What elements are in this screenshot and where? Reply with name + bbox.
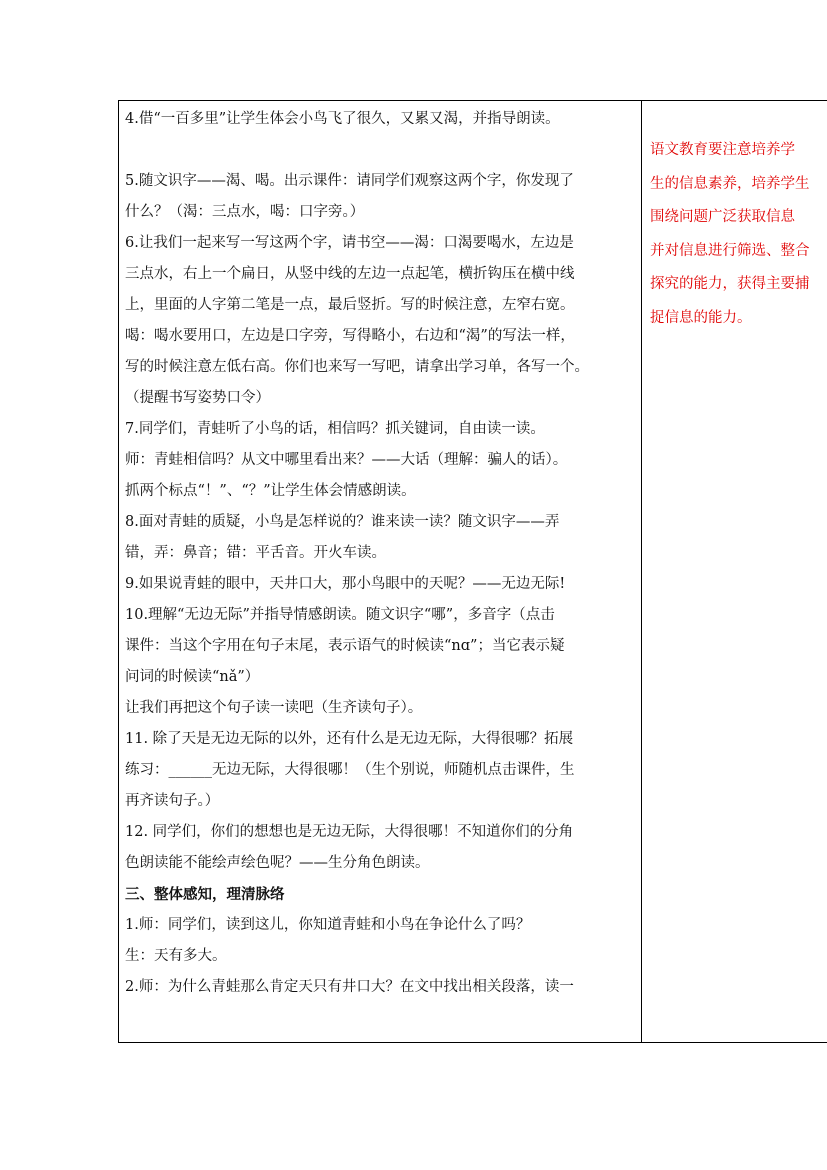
text-line: 什么？（渴：三点水，喝：口字旁。） [125,204,365,220]
text-line: 练习：______无边无际，大得很哪！（生个别说，师随机点击课件，生 [125,762,575,778]
annotation-line: 捉信息的能力。 [650,309,752,326]
text-line: 三点水，右上一个扁日，从竖中线的左边一点起笔，横折钩压在横中线 [125,266,575,282]
text-line: 问词的时候读“nǎ”） [125,669,260,685]
text-line: 写的时候注意左低右高。你们也来写一写吧，请拿出学习单，各写一个。 [125,359,589,375]
text-line: 6.让我们一起来写一写这两个字，请书空——渴：口渴要喝水，左边是 [125,235,574,251]
text-line: 师：青蛙相信吗？从文中哪里看出来？——大话（理解：骗人的话）。 [125,452,568,468]
annotation-line: 语文教育要注意培养学 [650,142,795,158]
blank-line [125,135,637,166]
annotation-line: 探究的能力，获得主要捕 [650,276,810,292]
text-line: 抓两个标点“！”、“？”让学生体会情感朗读。 [125,483,416,499]
text-line: 色朗读能不能绘声绘色呢？——生分角色朗读。 [125,855,430,871]
annotation-line: 生的信息素养，培养学生 [650,175,810,192]
annotation-line: 围绕问题广泛获取信息 [650,209,795,225]
text-line: 喝：喝水要用口，左边是口字旁，写得略小，右边和“渴”的写法一样， [125,328,575,344]
text-line: 让我们再把这个句子读一读吧（生齐读句子）。 [125,700,423,716]
text-line: 11. 除了天是无边无际的以外，还有什么是无边无际，大得很哪？拓展 [125,731,574,747]
text-line: 10.理解“无边无际”并指导情感朗读。随文识字“哪”，多音字（点击 [125,607,555,623]
text-line: 生：天有多大。 [125,948,227,964]
text-line: 9.如果说青蛙的眼中，天井口大，那小鸟眼中的天呢？——无边无际! [125,576,566,592]
column-divider [641,100,642,1043]
text-line: 2.师：为什么青蛙那么肯定天只有井口大？在文中找出相关段落，读一 [125,979,574,995]
text-line: 错，弄：鼻音；错：平舌音。开火车读。 [125,545,386,561]
design-intent-cell [650,134,827,335]
text-line: 1.师：同学们，读到这儿，你知道青蛙和小鸟在争论什么了吗？ [125,917,531,933]
text-line: 7.同学们，青蛙听了小鸟的话，相信吗？抓关键词，自由读一读。 [125,421,545,437]
text-line: 再齐读句子。） [125,793,220,809]
text-line: （提醒书写姿势口令） [125,390,270,406]
text-line: 5.随文识字——渴、喝。出示课件：请同学们观察这两个字，你发现了 [125,173,574,189]
text-line: 8.面对青蛙的质疑，小鸟是怎样说的？谁来读一读？随文识字——弄 [125,514,560,530]
text-line: 课件：当这个字用在句子末尾，表示语气的时候读“nɑ”；当它表示疑 [125,638,565,654]
text-line: 12. 同学们，你们的想想也是无边无际，大得很哪！不知道你们的分角 [125,824,574,840]
text-line: 4.借“一百多里”让学生体会小鸟飞了很久，又累又渴，并指导朗读。 [125,111,560,127]
text-line: 上，里面的人字第二笔是一点，最后竖折。写的时候注意，左窄右宽。 [125,297,575,313]
annotation-line: 并对信息进行筛选、整合 [650,242,810,259]
teaching-process-cell [125,104,637,1003]
text-line: 三、整体感知，理清脉络 [125,886,285,903]
